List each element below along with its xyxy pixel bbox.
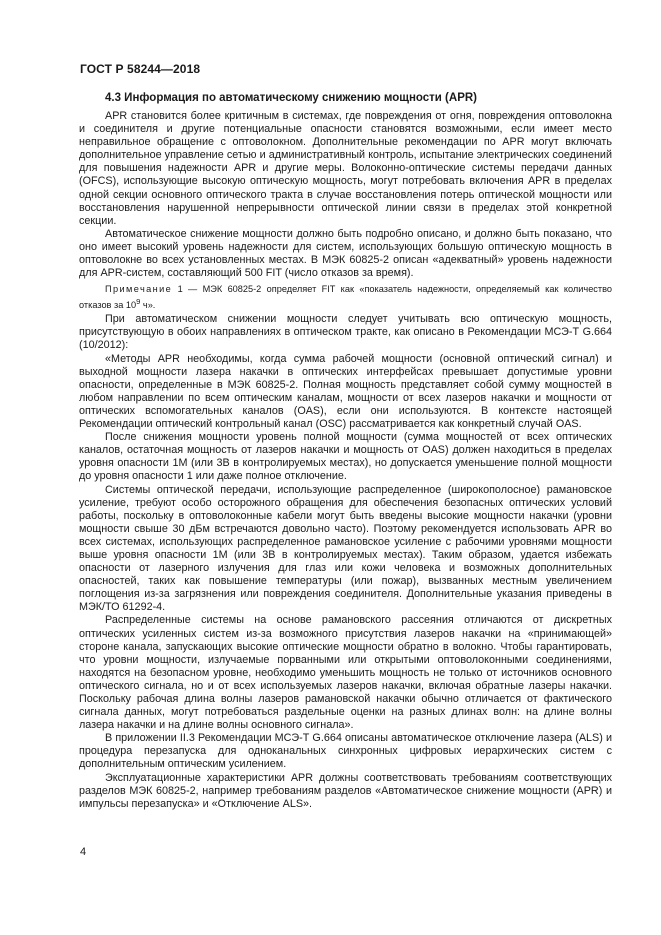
body-paragraph: Эксплуатационные характеристики APR должны соответствовать требованиям соответствующих разделов МЭК 60825-2, например требованиям разделов «Автоматическое снижение мощности (APR) и импульсы перезапуска» и «Отключение ALS».	[79, 771, 612, 810]
body-paragraph: Распределенные системы на основе рамановского рассеяния отличаются от дискретных оптических усиленных систем из-за возможного присутствия лазеров накачки на «принимающей» стороне канала, запускающих высокие оптические мощности обратно в волокно. Чтобы гарантировать, что уровни мощности, излучаемые порванными или открытыми оптоволоконными соединениями, находятся на безопасном уровне, необходимо уменьшить мощность не только от источников основного оптического сигнала, но и от всех используемых лазеров накачки, включая обратные лазеры накачки. Поскольку рабочая длина волны лазеров рамановской накачки обычно отличается от фактического сигнала данных, могут потребоваться раздельные оценки на разных длинах волн: на длине волны лазера накачки и на длине волны основного сигнала».	[79, 614, 612, 732]
note-text: 1 — МЭК 60825-2 определяет FIT как «показатель надежности, определяемый как количество отказов за 10	[79, 284, 612, 310]
note-text-end: ч».	[140, 299, 156, 310]
note	[79, 283, 612, 311]
body-paragraph: APR становится более критичным в системах, где повреждения от огня, повреждения оптоволокна и соединителя и другие потенциальные опасности становятся возможными, если имеет место неправильное обращение с оптоволокном. Дополнительные рекомендации по APR могут включать дополнительное управление сетью и административный контроль, испытание электрических соединений для повышения надежности APR и другие меры. Волоконно-оптические системы передачи данных (OFCS), использующие высокую оптическую мощность, могут потребовать включения APR в пределах одной секции основного оптического тракта в случае восстановления потерь оптической мощности или восстановления нарушенной непрерывности оптической линии связи в пределах этой конкретной секции.	[79, 110, 612, 227]
document-body	[79, 92, 612, 811]
body-paragraph: «Методы APR необходимы, когда сумма рабочей мощности (основной оптический сигнал) и выходной мощности лазера накачки в оптических интерфейсах превышает допустимые уровни опасности, определенные в МЭК 60825-2. Полная мощность представляет собой сумму мощностей в любом направлении по всем оптическим каналам, мощности от всех лазеров накачки и мощности от оптических вспомогательных каналов (OAS), если они используются. В контексте настоящей Рекомендации оптический контрольный канал (OSC) рассматривается как конкретный случай OAS.	[79, 352, 612, 431]
body-paragraph: Автоматическое снижение мощности должно быть подробно описано, и должно быть показано, что оно имеет высокий уровень надежности для систем, использующих большую оптическую мощность в оптоволокне во всех установленных местах. В МЭК 60825-2 описан «адекватный» уровень надежности для APR-систем, составляющий 500 FIT (число отказов за время).	[79, 227, 612, 280]
note-superscript: 9	[136, 296, 141, 306]
body-paragraph: Системы оптической передачи, использующие распределенное (широкополосное) рамановское усиление, требуют особо осторожного обращения для обеспечения безопасных оптических условий работы, поскольку в оптоволоконные кабели могут быть введены высокие мощности накачки (уровни мощности свыше 30 дБм встречаются довольно часто). Поэтому рекомендуется использовать APR во всех системах, использующих распределенное рамановское усиление с рабочими уровнями мощности выше уровня опасности 1М (или 3В в контролируемых местах). Таким образом, удается избежать опасности от лазерного излучения для глаз или кожи человека и возможных дополнительных опасностей, таких как повышение температуры (или пожар), вызванных местным увеличением поглощения из-за загрязнения или повреждения соединителя. Дополнительные указания приведены в МЭК/ТО 61292-4.	[79, 483, 612, 614]
body-paragraph: После снижения мощности уровень полной мощности (сумма мощностей от всех оптических каналов, остаточная мощность от лазеров накачки и мощность от OAS) должен находиться в пределах уровня опасности 1М (или 3В в контролируемых местах), но допускается уменьшение полной мощности до уровня опасности 1 или даже полное отключение.	[79, 431, 612, 483]
section-title: 4.3 Информация по автоматическому снижению мощности (APR)	[105, 92, 477, 104]
body-paragraph: При автоматическом снижении мощности следует учитывать всю оптическую мощность, присутствующую в обоих направлениях в оптическом тракте, как описано в Рекомендации МСЭ-Т G.664 (10/2012):	[79, 313, 612, 352]
note-label: Примечание	[105, 284, 173, 295]
page-number: 4	[80, 846, 87, 858]
document-header: ГОСТ Р 58244—2018	[80, 62, 201, 76]
body-paragraph: В приложении II.3 Рекомендации МСЭ-Т G.664 описаны автоматическое отключение лазера (ALS) и процедура перезапуска для одноканальных синхронных цифровых иерархических систем с дополнительным оптическим усилением.	[79, 732, 612, 771]
